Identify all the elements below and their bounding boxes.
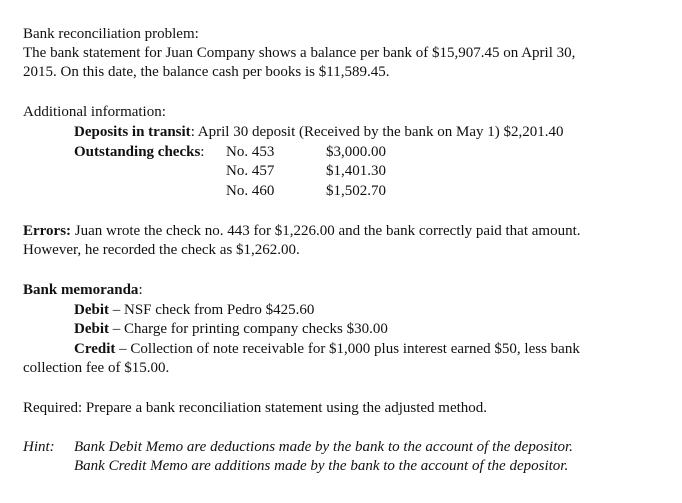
hint-line-2 — [74, 457, 568, 475]
intro-line-1: The bank statement for Juan Company shows a balance per bank of $15,907.45 on April 30, — [23, 45, 576, 61]
additional-info-heading: Additional information: — [23, 104, 166, 120]
memoranda-colon: : — [138, 282, 143, 298]
check-amount: $1,502.70 — [326, 183, 386, 199]
check-amount: $3,000.00 — [326, 144, 386, 160]
memo-kind: Debit — [74, 321, 109, 337]
intro-line-2: 2015. On this date, the balance cash per books is $11,589.45. — [23, 64, 390, 80]
memo-text: – NSF check from Pedro $425.60 — [109, 302, 315, 318]
deposits-text: : April 30 deposit (Received by the bank on May 1) $2,201.40 — [190, 124, 564, 140]
hint-line-1 — [74, 438, 573, 456]
memo-item — [74, 340, 580, 358]
memo-kind: Debit — [74, 302, 109, 318]
problem-title: Bank reconciliation problem: — [23, 26, 199, 42]
check-number: No. 460 — [226, 183, 275, 199]
deposits-label: Deposits in transit — [74, 124, 191, 140]
check-amount: $1,401.30 — [326, 163, 386, 179]
outstanding-checks-label-row — [74, 143, 204, 161]
errors-line-1 — [23, 222, 580, 240]
errors-label: Errors: — [23, 223, 72, 239]
outstanding-label: Outstanding checks — [74, 144, 201, 160]
check-number: No. 457 — [226, 163, 275, 179]
errors-text: Juan wrote the check no. 443 for $1,226.00 and the bank correctly paid that amount. — [71, 223, 581, 239]
memoranda-heading — [23, 281, 143, 299]
memo-item — [74, 301, 314, 319]
hint-line-1-text: Bank Debit Memo are deductions made by the bank to the account of the depositor. — [74, 439, 573, 455]
memo-kind: Credit — [74, 341, 116, 357]
memo-text: – Charge for printing company checks $30.00 — [109, 321, 388, 337]
outstanding-colon: : — [200, 144, 205, 160]
memo-continuation: collection fee of $15.00. — [23, 360, 170, 376]
deposits-in-transit — [74, 123, 564, 141]
required-text: Required: Prepare a bank reconciliation statement using the adjusted method. — [23, 400, 488, 416]
hint-label-text: Hint: — [23, 439, 55, 455]
check-number: No. 453 — [226, 144, 275, 160]
hint-label — [23, 438, 55, 456]
hint-line-2-text: Bank Credit Memo are additions made by the bank to the account of the depositor. — [74, 458, 569, 474]
memo-item — [74, 320, 388, 338]
memoranda-label: Bank memoranda — [23, 282, 139, 298]
errors-line-2: However, he recorded the check as $1,262.00. — [23, 242, 300, 258]
memo-text: – Collection of note receivable for $1,000 plus interest earned $50, less bank — [115, 341, 580, 357]
